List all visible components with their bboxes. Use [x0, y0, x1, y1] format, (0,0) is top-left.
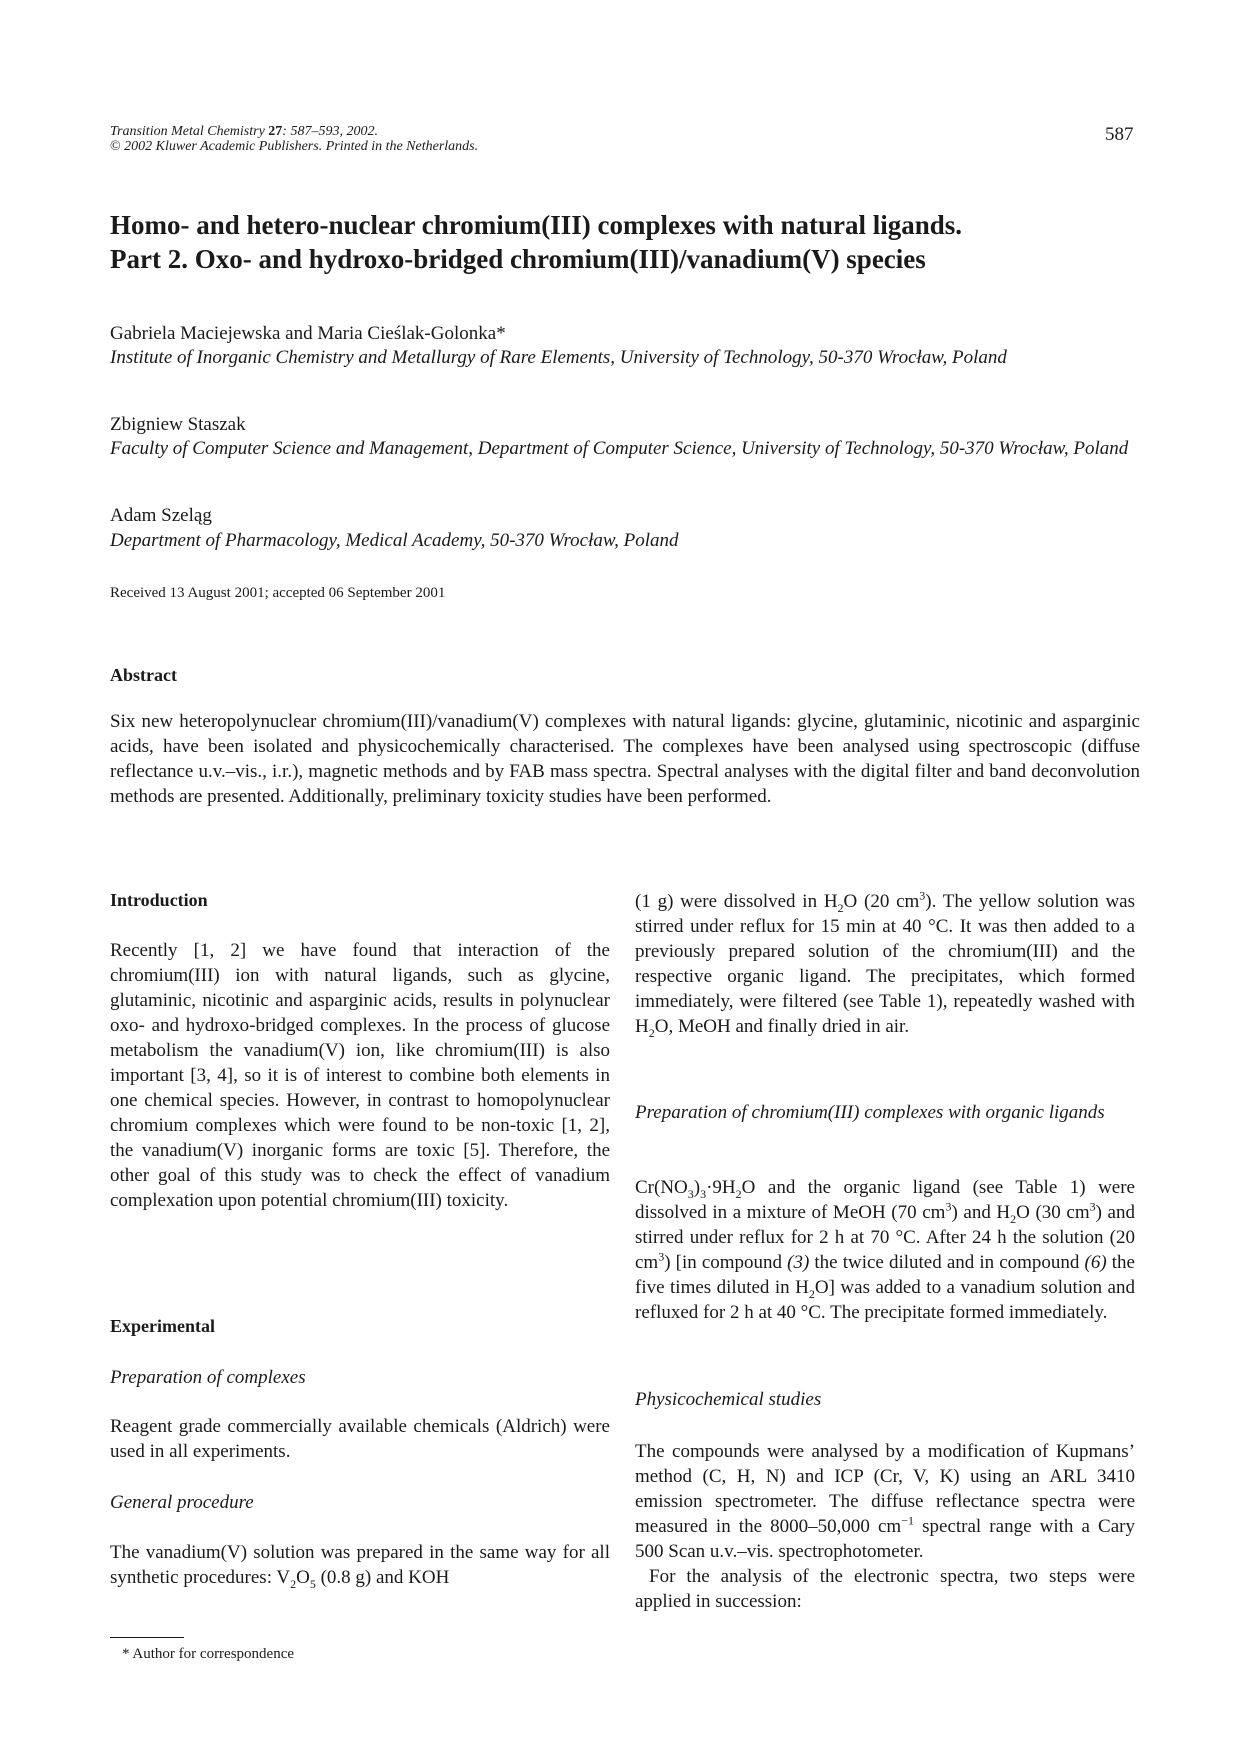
chromium-complexes-text: $Cr(NO_3)_3\cdot 9H_2O$ and the organic ligand (see Table 1) were dissolved in a mixture of MeOH (70 $cm^3$) and $H_2O$ (30 $cm^3$) and stirred under reflux for 2 h at 70 °C. After 24 h the solution (20 $cm^3$) [in compound (3) the twice diluted and in compound (6) the five times diluted in $H_2O$] was added to a vanadium solution and refluxed for 2 h at 40 °C. The precipitate formed immediately. [635, 1177, 1135, 1323]
introduction-text: Recently [1, 2] we have found that interaction of the chromium(III) ion with natural ligands, such as glycine, glutaminic, nicotinic and asparginic acids, results in polynuclear oxo- and hydroxo-bridged complexes. In the process of glucose metabolism the vanadium(V) ion, like chromium(III) is also important [3, 4], so it is of interest to combine both elements in one chemical species. However, in contrast to homopolynuclear chromium complexes which were found to be non-toxic [1, 2], the vanadium(V) inorganic forms are toxic [5]. Therefore, the other goal of this study was to check the effect of vanadium complexation upon potential chromium(III) toxicity. [110, 940, 610, 1211]
affiliation-2: Faculty of Computer Science and Management, Department of Computer Science, University of Technology, 50-370 Wrocław, Poland [110, 438, 1129, 459]
physicochemical-text: The compounds were analysed by a modification of Kupmans’ method (C, H, N) and ICP (Cr, V, K) using an ARL 3410 emission spectrometer. The diffuse reflectance spectra were measured in the 8000–50,000 $cm^{-1}$ spectral range with a Cary 500 Scan u.v.–vis. spectrophotometer. [635, 1441, 1135, 1562]
journal-name: Transition Metal Chemistry [110, 124, 265, 139]
journal-header [110, 124, 478, 154]
abstract-heading: Abstract [110, 665, 177, 685]
affiliation-3: Department of Pharmacology, Medical Academy, 50-370 Wrocław, Poland [110, 530, 679, 551]
general-procedure-text: The vanadium(V) solution was prepared in the same way for all synthetic procedures: $V_2O_5$ (0.8 g) and KOH [110, 1542, 610, 1591]
experimental-heading: Experimental [110, 1316, 215, 1336]
vanadium-solution-text: (1 g) were dissolved in $H_2O$ (20 $cm^3$). The yellow solution was stirred under reflux for 15 min at 40 °C. It was then added to a previously prepared solution of the chromium(III) and the respective organic ligand. The precipitates, which formed immediately, were filtered (see Table 1), repeatedly washed with $H_2O$, MeOH and finally dried in air. [635, 888, 1136, 1040]
general-procedure-heading: General procedure [110, 1492, 254, 1513]
journal-pages: : 587–593, 2002. [282, 124, 378, 139]
received-dates: Received 13 August 2001; accepted 06 September 2001 [110, 585, 446, 601]
chromium-complexes-heading: Preparation of chromium(III) complexes with organic ligands [635, 1102, 1105, 1123]
abstract-text: Six new heteropolynuclear chromium(III)/vanadium(V) complexes with natural ligands: glycine, glutaminic, nicotinic and asparginic acids, have been isolated and physicochemically characterised. The complexes have been analysed using spectroscopic (diffuse reflectance u.v.–vis., i.r.), magnetic methods and by FAB mass spectra. Spectral analyses with the digital filter and band deconvolution methods are presented. Additionally, preliminary toxicity studies have been performed. [110, 711, 1140, 807]
copyright-icon: © [110, 139, 121, 154]
preparation-text: Reagent grade commercially available chemicals (Aldrich) were used in all experiments. [110, 1416, 610, 1462]
paper-title [110, 208, 1140, 276]
journal-volume: 27 [268, 124, 283, 139]
author-2: Zbigniew Staszak [110, 414, 246, 435]
preparation-heading: Preparation of complexes [110, 1367, 306, 1388]
physicochemical-heading: Physicochemical studies [635, 1389, 822, 1410]
footnote-rule [110, 1637, 184, 1638]
footnote: * Author for correspondence [122, 1646, 295, 1662]
author-1: Gabriela Maciejewska and Maria Cieślak-Golonka* [110, 323, 506, 344]
page-number: 587 [1105, 124, 1134, 145]
title-line-1: Homo- and hetero-nuclear chromium(III) complexes with natural ligands. [110, 210, 963, 240]
introduction-heading: Introduction [110, 890, 208, 910]
electronic-spectra-text: For the analysis of the electronic spectra, two steps were applied in succession: [635, 1566, 1135, 1612]
copyright-text: 2002 Kluwer Academic Publishers. Printed in the Netherlands. [124, 139, 479, 154]
author-3: Adam Szeląg [110, 505, 212, 526]
affiliation-1: Institute of Inorganic Chemistry and Metallurgy of Rare Elements, University of Technology, 50-370 Wrocław, Poland [110, 347, 1007, 368]
title-line-2: Part 2. Oxo- and hydroxo-bridged chromium(III)/vanadium(V) species [110, 244, 926, 274]
